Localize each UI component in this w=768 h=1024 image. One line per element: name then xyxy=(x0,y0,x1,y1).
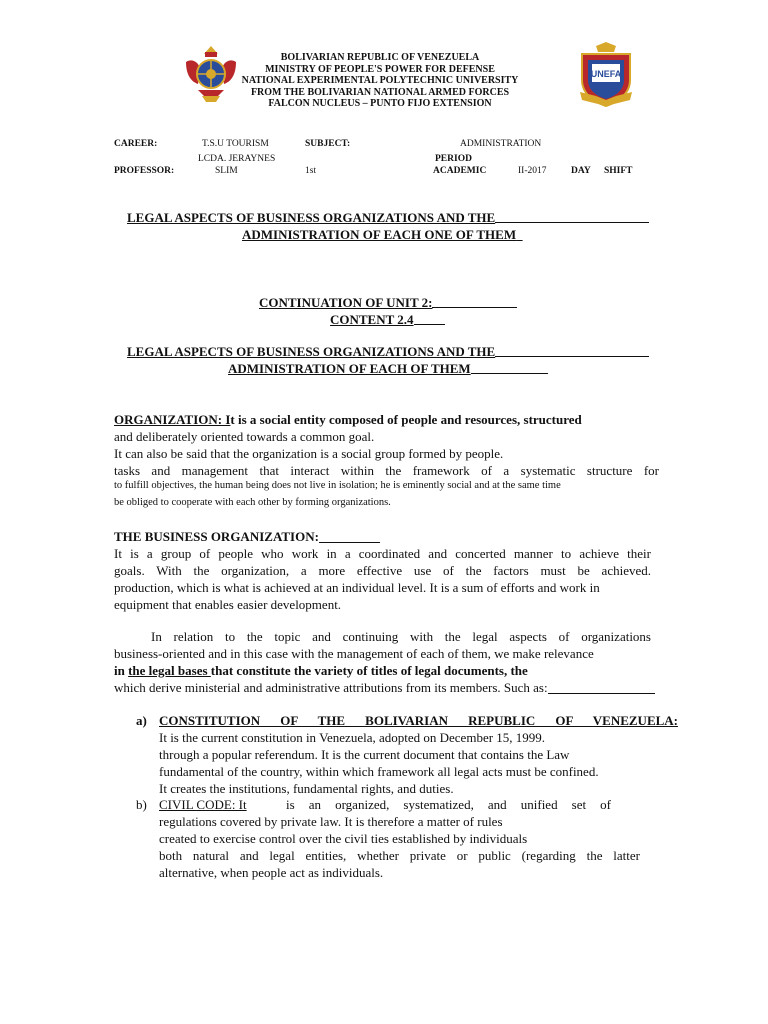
item-a-heading: CONSTITUTION OF THE BOLIVARIAN REPUBLIC OF VENEZUELA: xyxy=(159,713,678,728)
organization-line-5: to fulfill objectives, the human being does not live in isolation; he is eminently social and at the same time xyxy=(114,480,561,491)
business-line-3: production, which is what is achieved at an individual level. It is a sum of efforts and work in xyxy=(114,580,600,595)
item-b-line-1: CIVIL CODE: It is an organized, systematized, and unified set of xyxy=(159,797,611,812)
item-a-line-4: It creates the institutions, fundamental rights, and duties. xyxy=(159,781,454,796)
subject-value: ADMINISTRATION xyxy=(460,139,542,149)
day-label: DAY xyxy=(571,166,591,176)
relation-line-2: business-oriented and in this case with the management of each of them, we make relevance xyxy=(114,646,594,661)
item-a-line-3: fundamental of the country, within which framework all legal acts must be confined. xyxy=(159,764,599,779)
professor-name-line-1: LCDA. JERAYNES xyxy=(198,154,276,164)
career-label: CAREER: xyxy=(114,139,158,149)
period-label: PERIOD xyxy=(435,154,472,164)
header-line-4: FROM THE BOLIVARIAN NATIONAL ARMED FORCES xyxy=(250,86,510,98)
business-organization-heading: THE BUSINESS ORGANIZATION: xyxy=(114,529,380,546)
business-line-2: goals. With the organization, a more effective use of the factors must be achieved. xyxy=(114,563,651,578)
academic-value: II-2017 xyxy=(518,166,547,176)
business-line-1: It is a group of people who work in a coordinated and concerted manner to achieve their xyxy=(114,546,651,561)
organization-line-3: It can also be said that the organization is a social group formed by people. xyxy=(114,446,504,461)
armed-forces-logo xyxy=(178,40,244,106)
organization-label: ORGANIZATION: I xyxy=(114,412,231,427)
shield-logo-text: UNEFA xyxy=(590,69,622,79)
relation-line-3: in the legal bases that constitute the variety of titles of legal documents, the xyxy=(114,663,528,678)
item-b-marker: b) xyxy=(136,797,147,812)
period-value: 1st xyxy=(305,166,317,176)
shift-label: SHIFT xyxy=(604,166,633,176)
item-b-line-4: both natural and legal entities, whether private or public (regarding the latter xyxy=(159,848,640,863)
title-1-line-2: ADMINISTRATION OF EACH ONE OF THEM xyxy=(242,227,517,242)
professor-name-line-2: SLIM xyxy=(215,166,238,176)
organization-line-6: be obliged to cooperate with each other by forming organizations. xyxy=(114,497,391,508)
subject-label: SUBJECT: xyxy=(305,139,351,149)
institution-header xyxy=(240,52,520,110)
business-line-4: equipment that enables easier development. xyxy=(114,597,342,612)
title-1-line-1: LEGAL ASPECTS OF BUSINESS ORGANIZATIONS AND THE xyxy=(127,210,649,226)
title-2-line-1: LEGAL ASPECTS OF BUSINESS ORGANIZATIONS AND THE xyxy=(127,344,649,360)
header-line-3: NATIONAL EXPERIMENTAL POLYTECHNIC UNIVERSITY xyxy=(241,75,519,86)
career-value: T.S.U TOURISM xyxy=(202,139,269,149)
item-b-heading: CIVIL CODE: It xyxy=(159,797,247,812)
item-b-line-3: created to exercise control over the civil ties established by individuals xyxy=(159,831,528,846)
item-b-line-5: alternative, when people act as individuals. xyxy=(159,865,384,880)
organization-line-2: and deliberately oriented towards a common goal. xyxy=(114,429,375,444)
item-b-line-2: regulations covered by private law. It is therefore a matter of rules xyxy=(159,814,503,829)
organization-line-4: tasks and management that interact within the framework of a systematic structure for xyxy=(114,463,659,478)
item-a-line-2: through a popular referendum. It is the current document that contains the Law xyxy=(159,747,570,762)
continuation-line-2: CONTENT 2.4 xyxy=(330,312,445,328)
organization-line-1: ORGANIZATION: It is a social entity composed of people and resources, structured xyxy=(114,412,582,427)
relation-line-1: In relation to the topic and continuing with the legal aspects of organizations xyxy=(151,629,651,644)
header-line-2: MINISTRY OF PEOPLE'S POWER FOR DEFENSE xyxy=(265,63,495,75)
professor-label: PROFESSOR: xyxy=(114,166,175,176)
academic-label: ACADEMIC xyxy=(433,166,487,176)
university-shield-logo xyxy=(578,42,634,108)
item-a-marker: a) xyxy=(136,713,147,728)
header-line-5: FALCON NUCLEUS – PUNTO FIJO EXTENSION xyxy=(268,98,492,109)
title-2-line-2: ADMINISTRATION OF EACH OF THEM xyxy=(228,361,548,377)
continuation-line-1: CONTINUATION OF UNIT 2: xyxy=(259,295,517,311)
header-line-1: BOLIVARIAN REPUBLIC OF VENEZUELA xyxy=(280,52,480,63)
relation-line-4: which derive ministerial and administrative attributions from its members. Such as: xyxy=(114,680,655,697)
item-a-line-1: It is the current constitution in Venezuela, adopted on December 15, 1999. xyxy=(159,730,546,745)
